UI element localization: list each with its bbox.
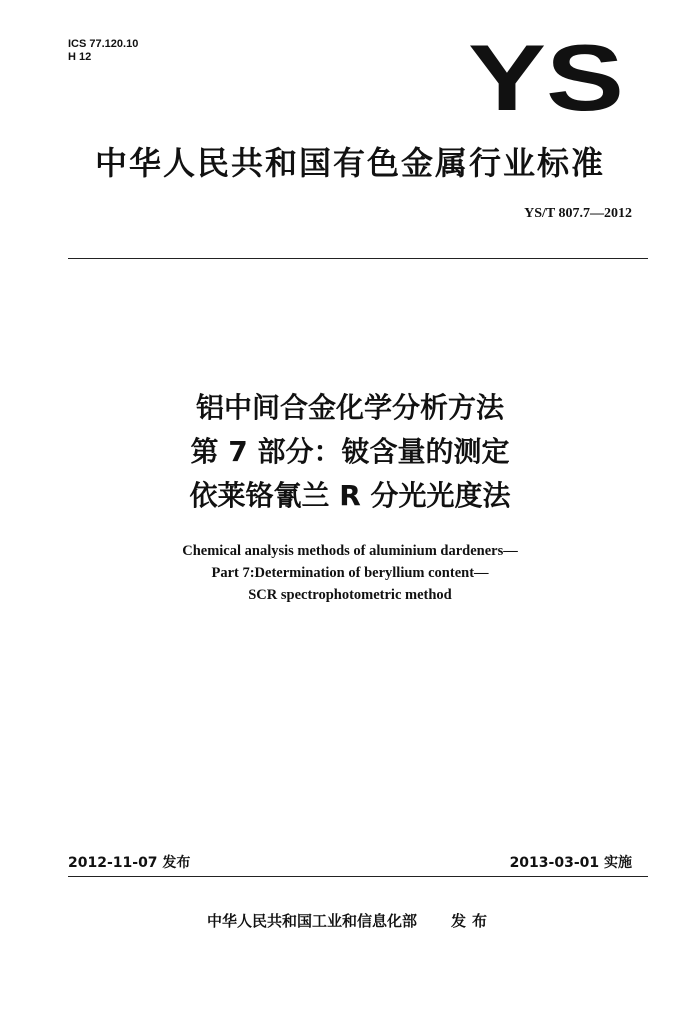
publisher-name: 中华人民共和国工业和信息化部 <box>206 912 417 930</box>
ics-code: ICS 77.120.10 <box>68 38 139 50</box>
issue-date: 2012-11-07 发布 <box>68 855 191 871</box>
title-en-line3: SCR spectrophotometric method <box>248 587 452 603</box>
title-en-line2: Part 7:Determination of beryllium content— <box>211 565 489 581</box>
classification-codes <box>68 38 138 64</box>
title-en-line1: Chemical analysis methods of aluminium dardeners— <box>182 543 518 559</box>
top-divider <box>68 258 648 259</box>
publish-action: 发布 <box>451 912 494 930</box>
class-code: H 12 <box>68 51 92 63</box>
industry-standard-title: 中华人民共和国有色金属行业标准 <box>94 144 605 182</box>
title-cn-line1: 铝中间合金化学分析方法 <box>195 391 504 424</box>
logo-text: YS <box>468 36 624 116</box>
publisher <box>0 910 700 931</box>
title-cn-line2: 第 7 部分：铍含量的测定 <box>190 435 510 468</box>
standard-number: YS/T 807.7—2012 <box>524 206 632 221</box>
implementation-date: 2013-03-01 实施 <box>509 855 632 871</box>
bottom-divider <box>68 876 648 877</box>
ys-logo <box>466 36 626 116</box>
title-cn-line3: 依莱铬氰兰 R 分光光度法 <box>189 479 511 512</box>
